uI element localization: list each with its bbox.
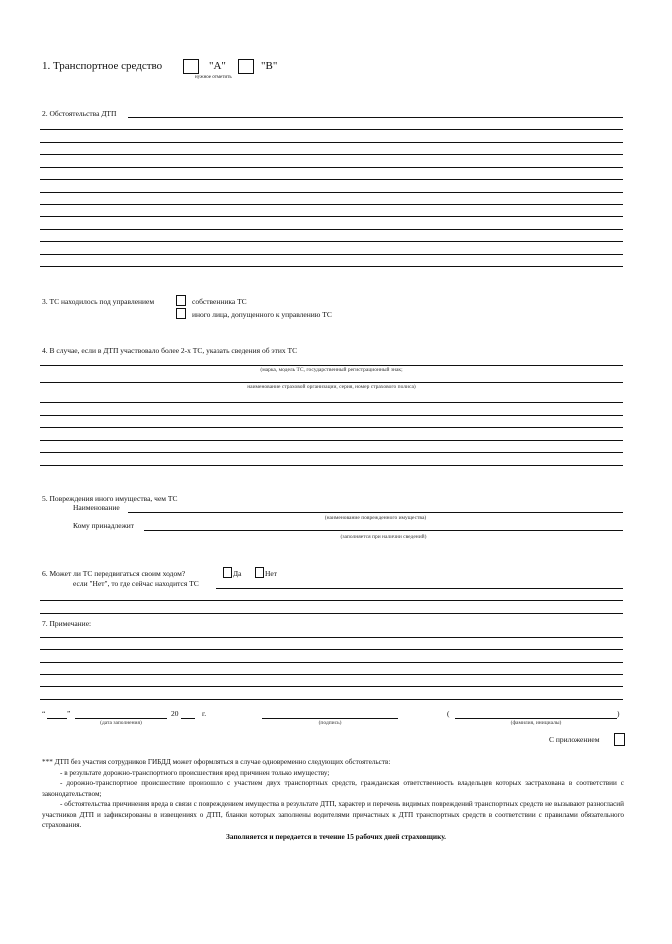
date-quote-open: “ [42, 709, 46, 718]
circumstances-line[interactable] [40, 229, 623, 230]
checkbox-attachment[interactable] [614, 733, 625, 746]
section-1-hint: нужное отметить [195, 75, 232, 80]
property-owner-line[interactable] [144, 530, 623, 531]
option-a-label: "А" [209, 60, 226, 72]
option-other-person-label: иного лица, допущенного к управлению ТС [192, 310, 332, 319]
attachment-label: С приложением [549, 735, 600, 744]
circumstances-line[interactable] [40, 216, 623, 217]
name-paren-open: ( [447, 709, 450, 718]
date-caption: (дата заполнения) [100, 720, 142, 726]
notes-line[interactable] [40, 674, 623, 675]
notes-item-3: - обстоятельства причинения вреда в связи с повреждением имущества в результате ДТП, характер и перечень видимых повреждений транспортных средств не вызывают разногласий участников ДТП и зафиксированы в извещениях о ДТП, бланки которых заполнены водителями причастных к ДТП транспортных средств в соответствии с правилами обязательного страхования. [42, 800, 624, 829]
full-name-caption: (фамилия, инициалы) [510, 720, 562, 726]
signature-line[interactable] [262, 718, 398, 719]
circumstances-line[interactable] [40, 266, 623, 267]
circumstances-line[interactable] [40, 192, 623, 193]
option-owner-label: собственника ТС [192, 297, 247, 306]
option-no-label: Нет [265, 569, 278, 578]
circumstances-line[interactable] [40, 129, 623, 130]
property-name-caption: (наименование поврежденного имущества) [324, 515, 427, 521]
year-prefix: 20 [171, 709, 179, 718]
notes-item-2: - дорожно-транспортное происшествие произошло с участием двух транспортных средств, гражданская ответственность владельцев которых застрахована в соответствии с законодательством; [42, 779, 624, 798]
notes-line[interactable] [40, 649, 623, 650]
full-name-line[interactable] [455, 718, 617, 719]
section-7-label: 7. Примечание: [42, 619, 92, 628]
notes-intro: *** ДТП без участия сотрудников ГИБДД может оформляться в случае одновременно следующих обстоятельств: [42, 758, 391, 766]
checkbox-vehicle-a[interactable] [183, 59, 199, 74]
extra-info-line[interactable] [40, 402, 623, 403]
footer-instruction: Заполняется и передается в течение 15 рабочих дней страховщику. [226, 832, 446, 841]
circumstances-line[interactable] [40, 204, 623, 205]
insurer-info-line[interactable] [40, 382, 623, 383]
legal-notes [42, 757, 624, 831]
vehicle-info-caption: (марка, модель ТС, государственный регистрационный знак; [260, 367, 403, 373]
property-owner-caption: (заполняется при наличии сведений) [340, 534, 427, 540]
vehicle-location-line[interactable] [216, 588, 623, 589]
circumstances-line[interactable] [128, 117, 623, 118]
circumstances-line[interactable] [40, 167, 623, 168]
notes-line[interactable] [40, 637, 623, 638]
circumstances-line[interactable] [40, 241, 623, 242]
year-line[interactable] [181, 718, 195, 719]
extra-info-line[interactable] [40, 440, 623, 441]
checkbox-vehicle-b[interactable] [238, 59, 254, 74]
checkbox-owner[interactable] [176, 295, 186, 306]
option-yes-label: Да [233, 569, 242, 578]
checkbox-no[interactable] [255, 567, 264, 578]
insurer-info-caption: наименование страховой организации, серия, номер страхового полиса) [247, 384, 416, 390]
vehicle-location-label: если "Нет", то где сейчас находится ТС [73, 579, 199, 588]
checkbox-other-person[interactable] [176, 308, 186, 319]
name-paren-close: ) [617, 709, 620, 718]
circumstances-line[interactable] [40, 254, 623, 255]
date-day-line[interactable] [47, 718, 67, 719]
extra-info-line[interactable] [40, 415, 623, 416]
extra-info-line[interactable] [40, 465, 623, 466]
section-3-label: 3. ТС находилось под управлением [42, 297, 155, 306]
section-4-label: 4. В случае, если в ДТП участвовало более 2-х ТС, указать сведения об этих ТС [42, 346, 298, 355]
notes-line[interactable] [40, 662, 623, 663]
option-b-label: "В" [261, 60, 278, 72]
section-6-label: 6. Может ли ТС передвигаться своим ходом? [42, 569, 186, 578]
extra-info-line[interactable] [40, 427, 623, 428]
checkbox-yes[interactable] [223, 567, 232, 578]
property-name-label: Наименование [73, 503, 120, 512]
date-month-line[interactable] [75, 718, 167, 719]
signature-caption: (подпись) [318, 720, 342, 726]
circumstances-line[interactable] [40, 179, 623, 180]
extra-info-line[interactable] [40, 452, 623, 453]
notes-item-1: - в результате дорожно-транспортного происшествия вред причинен только имуществу; [60, 768, 330, 777]
notes-line[interactable] [40, 699, 623, 700]
notes-line[interactable] [40, 686, 623, 687]
circumstances-line[interactable] [40, 142, 623, 143]
section-1-label: 1. Транспортное средство [42, 60, 163, 72]
section-2-label: 2. Обстоятельства ДТП [42, 109, 117, 118]
section-5-label: 5. Повреждения иного имущества, чем ТС [42, 494, 178, 503]
vehicle-location-line[interactable] [40, 600, 623, 601]
property-name-line[interactable] [128, 512, 623, 513]
property-owner-label: Кому принадлежит [73, 521, 135, 530]
vehicle-info-line[interactable] [40, 365, 623, 366]
circumstances-line[interactable] [40, 154, 623, 155]
year-suffix: г. [202, 709, 207, 718]
date-quote-close: ” [67, 709, 71, 718]
vehicle-location-line[interactable] [40, 613, 623, 614]
